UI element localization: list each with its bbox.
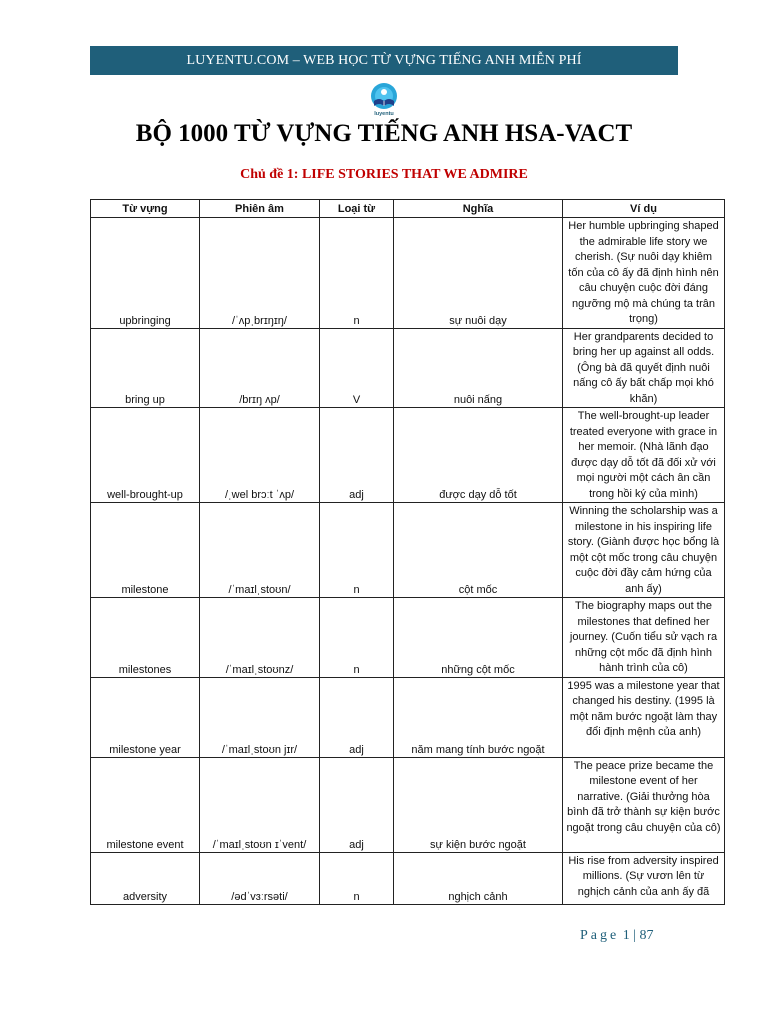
header-example: Ví dụ: [563, 200, 725, 218]
header-meaning: Nghĩa: [394, 200, 563, 218]
topic-heading: [0, 167, 768, 183]
header-ipa: Phiên âm: [200, 200, 320, 218]
header-type: Loại từ: [320, 200, 394, 218]
table-row: [91, 852, 725, 904]
table-row: [91, 757, 725, 852]
cell-ipa: /ˈmaɪlˌstoʊnz/: [200, 598, 320, 678]
cell-type: adj: [320, 677, 394, 757]
cell-example: The well-brought-up leader treated everyone with grace in her memoir. (Nhà lãnh đạo được dạy dỗ tốt đã đối xử với mọi người một cách ân cần trong hồi ký của mình): [563, 408, 725, 503]
cell-type: n: [320, 852, 394, 904]
cell-meaning: cột mốc: [394, 503, 563, 598]
logo-text: luyentu: [374, 111, 394, 117]
cell-meaning: năm mang tính bước ngoặt: [394, 677, 563, 757]
cell-word: adversity: [91, 852, 200, 904]
cell-word: milestones: [91, 598, 200, 678]
table-row: [91, 503, 725, 598]
cell-ipa: /ˈʌpˌbrɪŋɪŋ/: [200, 218, 320, 329]
cell-example: Her humble upbringing shaped the admirable life story we cherish. (Sự nuôi dạy khiêm tốn của cô ấy đã định hình nên câu chuyện cuộc đời đáng ngưỡng mộ mà chúng ta trân trọng): [563, 218, 725, 329]
vocabulary-table: [90, 199, 725, 905]
page-footer: [580, 928, 654, 944]
cell-ipa: /ˈmaɪlˌstoʊn jɪr/: [200, 677, 320, 757]
cell-meaning: nghịch cảnh: [394, 852, 563, 904]
cell-type: n: [320, 598, 394, 678]
book-logo-icon: [366, 81, 402, 117]
page-title: BỘ 1000 TỪ VỰNG TIẾNG ANH HSA-VACT: [135, 120, 633, 147]
cell-meaning: sự nuôi dạy: [394, 218, 563, 329]
header-banner: [90, 46, 678, 75]
cell-type: V: [320, 328, 394, 408]
cell-type: adj: [320, 408, 394, 503]
cell-type: n: [320, 503, 394, 598]
cell-example: The biography maps out the milestones that defined her journey. (Cuốn tiểu sử vạch ra những cột mốc đã định hình hành trình của cô): [563, 598, 725, 678]
table-row: [91, 328, 725, 408]
table-row: [91, 408, 725, 503]
page-label: Page: [580, 928, 620, 943]
cell-example: Winning the scholarship was a milestone in his inspiring life story. (Giành được học bổng là một cột mốc trong câu chuyện cuộc đời đầy cảm hứng của anh ấy): [563, 503, 725, 598]
topic-label: Chủ đề 1:: [240, 167, 299, 182]
page-number: 1: [622, 928, 630, 943]
cell-type: n: [320, 218, 394, 329]
cell-meaning: sự kiện bước ngoặt: [394, 757, 563, 852]
cell-meaning: được dạy dỗ tốt: [394, 408, 563, 503]
cell-meaning: những cột mốc: [394, 598, 563, 678]
banner-text: LUYENTU.COM – WEB HỌC TỪ VỰNG TIẾNG ANH MIỄN PHÍ: [186, 52, 582, 68]
cell-ipa: /ˌwel brɔːt ˈʌp/: [200, 408, 320, 503]
table-row: [91, 218, 725, 329]
table-header-row: [91, 200, 725, 218]
cell-ipa: /ˈmaɪlˌstoʊn/: [200, 503, 320, 598]
cell-word: upbringing: [91, 218, 200, 329]
cell-example: The peace prize became the milestone event of her narrative. (Giải thưởng hòa bình đã trở thành sự kiện bước ngoặt trong câu chuyện của cô): [563, 757, 725, 852]
cell-example: Her grandparents decided to bring her up against all odds. (Ông bà đã quyết định nuôi nấng cô ấy bất chấp mọi khó khăn): [563, 328, 725, 408]
topic-name: LIFE STORIES THAT WE ADMIRE: [301, 167, 528, 182]
cell-word: well-brought-up: [91, 408, 200, 503]
cell-word: milestone year: [91, 677, 200, 757]
cell-meaning: nuôi nấng: [394, 328, 563, 408]
page-separator: |: [633, 928, 637, 943]
page-total: 87: [639, 928, 654, 943]
cell-word: milestone event: [91, 757, 200, 852]
header-word: Từ vựng: [91, 200, 200, 218]
cell-ipa: /ədˈvɜːrsəti/: [200, 852, 320, 904]
table-row: [91, 677, 725, 757]
cell-type: adj: [320, 757, 394, 852]
cell-example: 1995 was a milestone year that changed his destiny. (1995 là một năm bước ngoặt làm thay đổi định mệnh của anh): [563, 677, 725, 757]
cell-word: milestone: [91, 503, 200, 598]
cell-word: bring up: [91, 328, 200, 408]
cell-ipa: /ˈmaɪlˌstoʊn ɪˈvent/: [200, 757, 320, 852]
cell-ipa: /brɪŋ ʌp/: [200, 328, 320, 408]
table-row: [91, 598, 725, 678]
cell-example: His rise from adversity inspired millions. (Sự vươn lên từ nghịch cảnh của anh ấy đã: [563, 852, 725, 904]
